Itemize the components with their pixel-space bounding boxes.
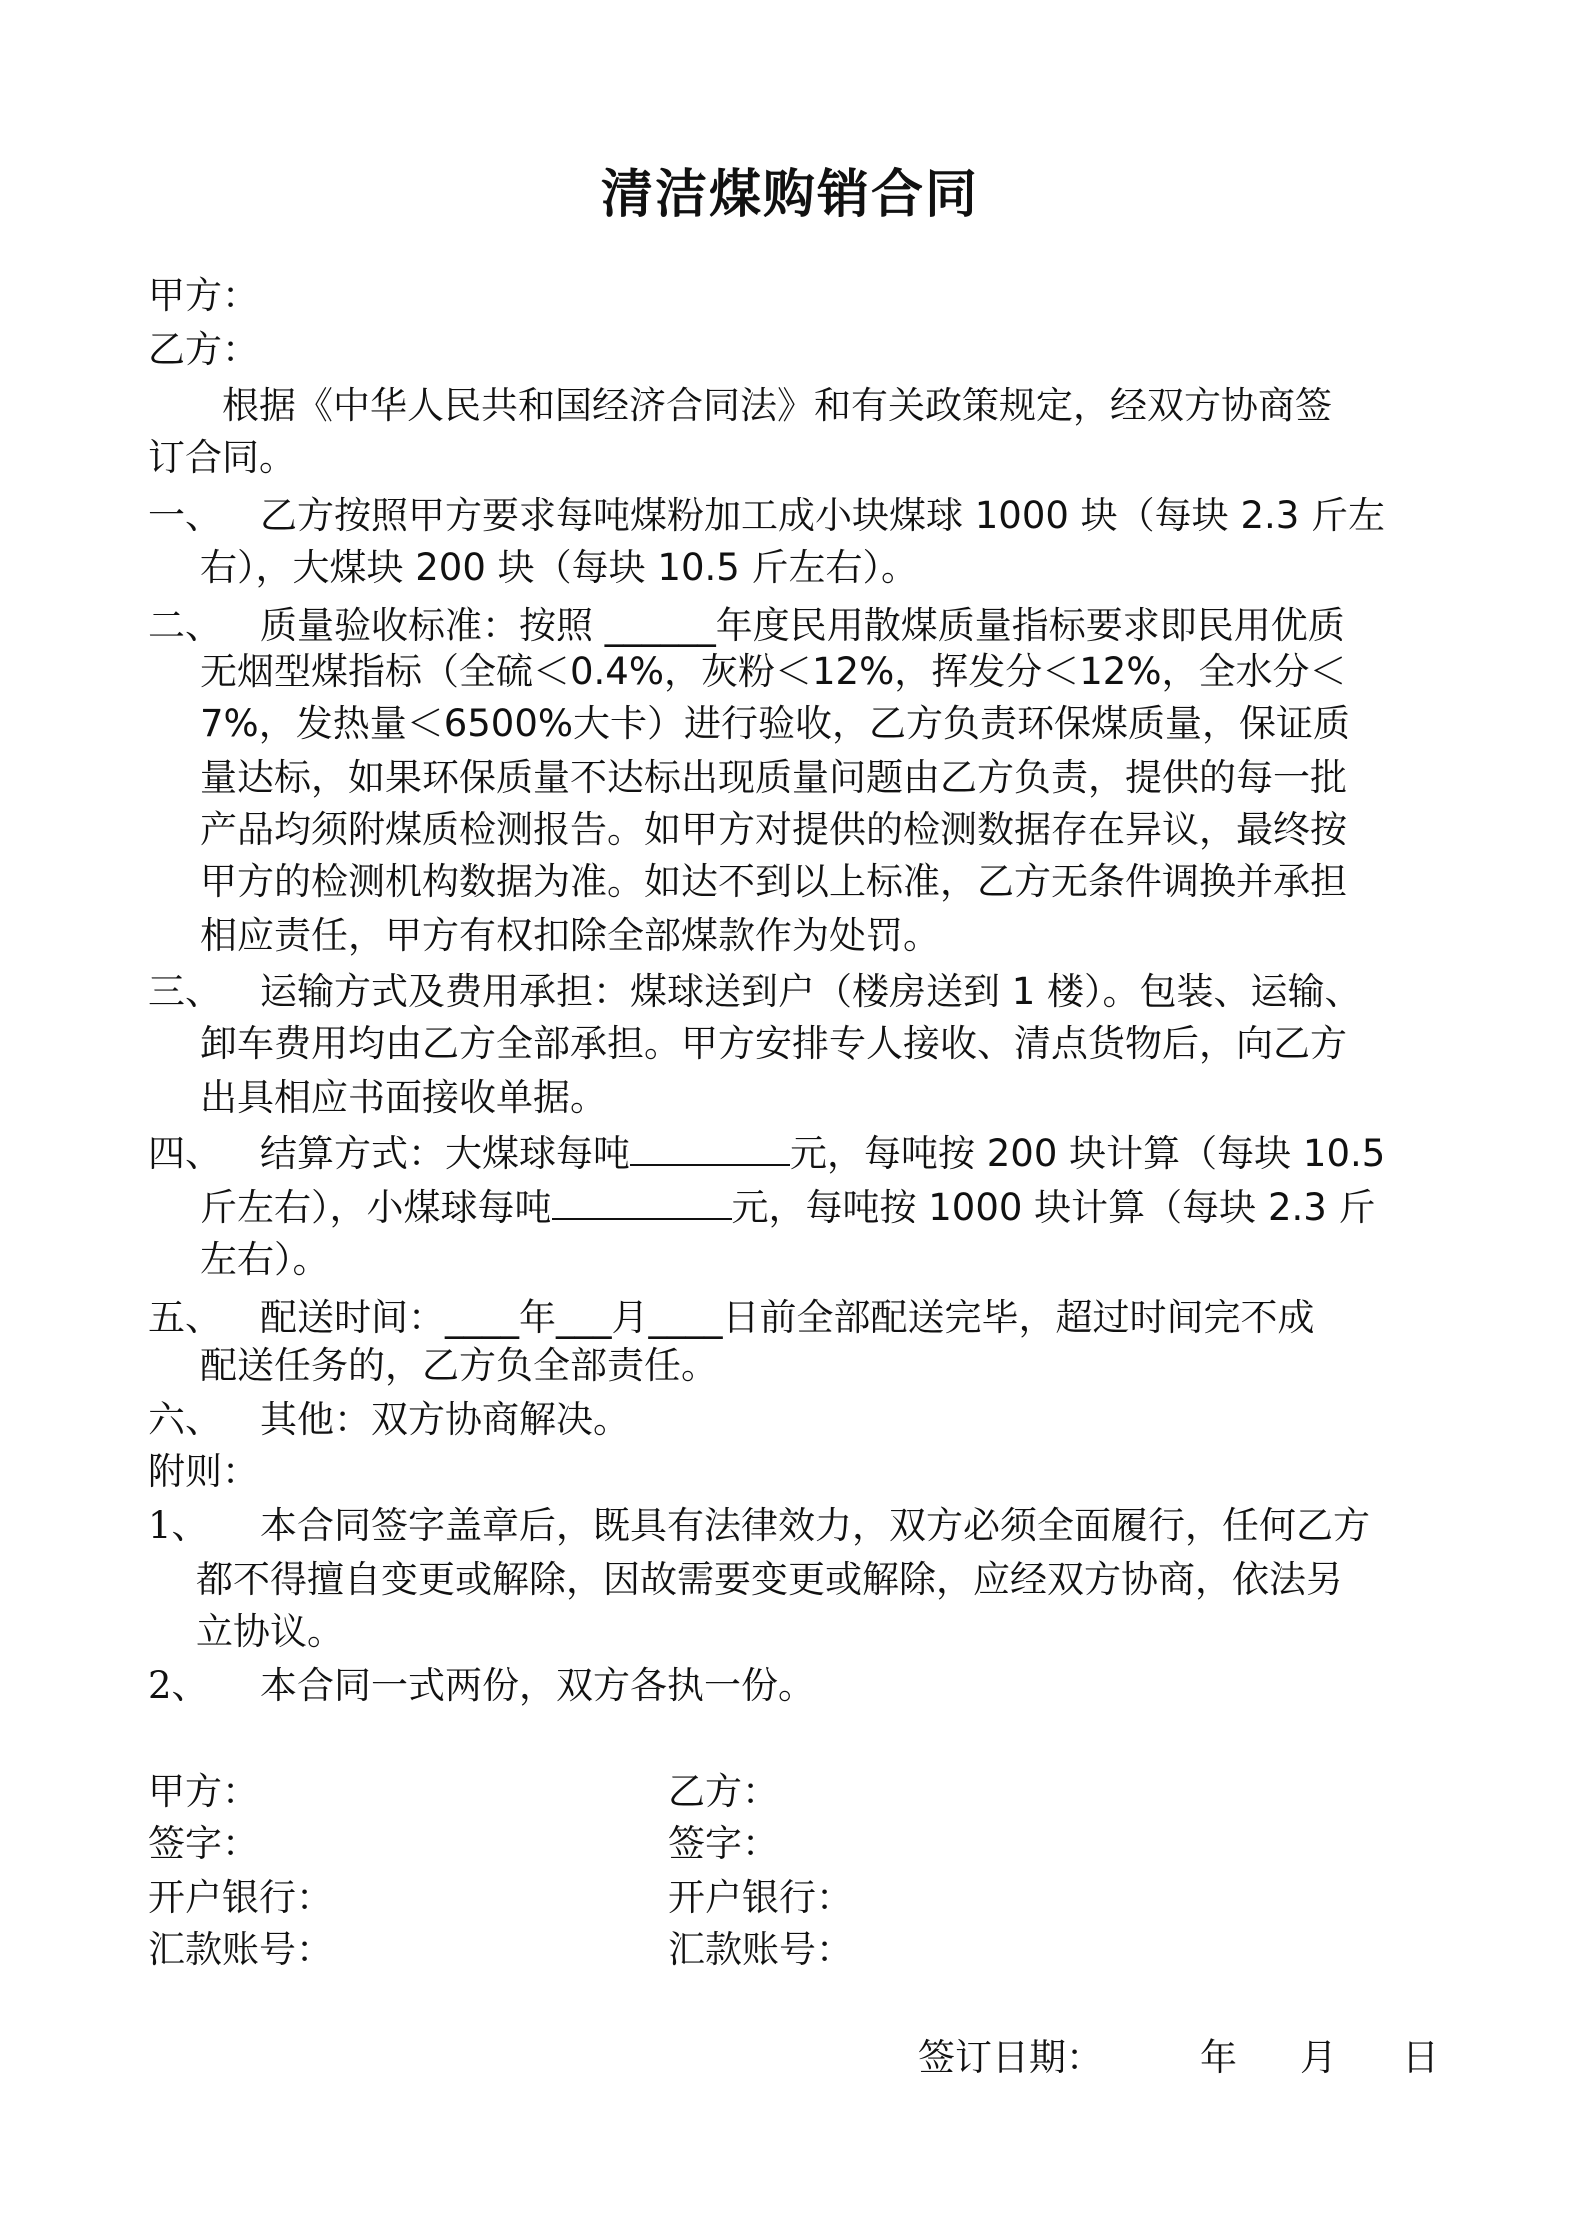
appendix-1-line-1: 本合同签字盖章后，既具有法律效力，双方必须全面履行，任何乙方 [260, 1504, 1370, 1547]
clause-4-line-3: 左右）。 [200, 1238, 330, 1281]
clause-1-line-2: 右），大煤块 200 块（每块 10.5 斤左右）。 [200, 546, 919, 589]
clause-2-line-6: 甲方的检测机构数据为准。如达不到以上标准，乙方无条件调换并承担 [200, 860, 1347, 903]
clause-4-number: 四、 [148, 1132, 222, 1175]
clause-4-line-1 [260, 1128, 1385, 1180]
clause-2-line-4: 量达标，如果环保质量不达标出现质量问题由乙方负责，提供的每一批 [200, 756, 1347, 799]
clause-5-line-2: 配送任务的，乙方负全部责任。 [200, 1344, 718, 1387]
clause-5-number: 五、 [148, 1296, 222, 1339]
appendix-2-line-1: 本合同一式两份，双方各执一份。 [260, 1664, 815, 1707]
signing-date-label: 签订日期： [918, 2036, 1103, 2079]
sign-right-party: 乙方： [668, 1770, 779, 1813]
clause-2-line-5: 产品均须附煤质检测报告。如甲方对提供的检测数据存在异议，最终按 [200, 808, 1347, 851]
clause-5-line-1: 配送时间：____年___月____日前全部配送完毕，超过时间完不成 [260, 1296, 1315, 1339]
clause-3-line-1: 运输方式及费用承担：煤球送到户（楼房送到 1 楼）。包装、运输、 [260, 970, 1362, 1013]
price-blank-large [630, 1130, 790, 1166]
sign-right-bank: 开户银行： [668, 1876, 853, 1919]
appendix-2-number: 2、 [148, 1664, 209, 1707]
clause-2-number: 二、 [148, 604, 222, 647]
price-blank-small [552, 1184, 732, 1220]
clause-4-line-2-text-b: 元，每吨按 1000 块计算（每块 2.3 斤 [731, 1186, 1376, 1229]
clause-6-line-1: 其他：双方协商解决。 [260, 1398, 630, 1441]
sign-left-signature: 签字： [148, 1822, 259, 1865]
clause-1-line-1: 乙方按照甲方要求每吨煤粉加工成小块煤球 1000 块（每块 2.3 斤左 [260, 494, 1386, 537]
party-a-label: 甲方： [148, 274, 259, 317]
appendix-1-line-3: 立协议。 [196, 1610, 344, 1653]
clause-4-line-2 [200, 1182, 1376, 1234]
clause-4-line-2-text-a: 斤左右），小煤球每吨 [200, 1186, 552, 1229]
clause-3-number: 三、 [148, 970, 222, 1013]
sign-left-bank: 开户银行： [148, 1876, 333, 1919]
clause-2-line-7: 相应责任，甲方有权扣除全部煤款作为处罚。 [200, 914, 940, 957]
preamble-line-1: 根据《中华人民共和国经济合同法》和有关政策规定，经双方协商签 [222, 384, 1332, 427]
clause-4-line-1-text-a: 结算方式：大煤球每吨 [260, 1132, 630, 1175]
clause-3-line-2: 卸车费用均由乙方全部承担。甲方安排专人接收、清点货物后，向乙方 [200, 1022, 1347, 1065]
clause-2-line-2: 无烟型煤指标（全硫＜0.4%，灰粉＜12%，挥发分＜12%，全水分＜ [200, 650, 1347, 693]
sign-right-signature: 签字： [668, 1822, 779, 1865]
sign-right-account: 汇款账号： [668, 1928, 853, 1971]
signing-date-year: 年 [1200, 2036, 1237, 2079]
clause-2-line-3: 7%，发热量＜6500%大卡）进行验收，乙方负责环保煤质量，保证质 [200, 702, 1351, 745]
page-title: 清洁煤购销合同 [600, 165, 979, 225]
clause-3-line-3: 出具相应书面接收单据。 [200, 1076, 607, 1119]
signing-date-month: 月 [1300, 2036, 1337, 2079]
appendix-1-line-2: 都不得擅自变更或解除，因故需要变更或解除，应经双方协商，依法另 [196, 1558, 1343, 1601]
clause-6-number: 六、 [148, 1398, 222, 1441]
preamble-line-2: 订合同。 [148, 436, 296, 479]
party-b-label: 乙方： [148, 328, 259, 371]
sign-left-account: 汇款账号： [148, 1928, 333, 1971]
sign-left-party: 甲方： [148, 1770, 259, 1813]
clause-1-number: 一、 [148, 494, 222, 537]
appendix-title: 附则： [148, 1450, 259, 1493]
clause-4-line-1-text-b: 元，每吨按 200 块计算（每块 10.5 [790, 1132, 1386, 1175]
clause-2-line-1: 质量验收标准：按照 ______年度民用散煤质量指标要求即民用优质 [260, 604, 1345, 647]
signing-date-day: 日 [1402, 2036, 1439, 2079]
appendix-1-number: 1、 [148, 1504, 209, 1547]
